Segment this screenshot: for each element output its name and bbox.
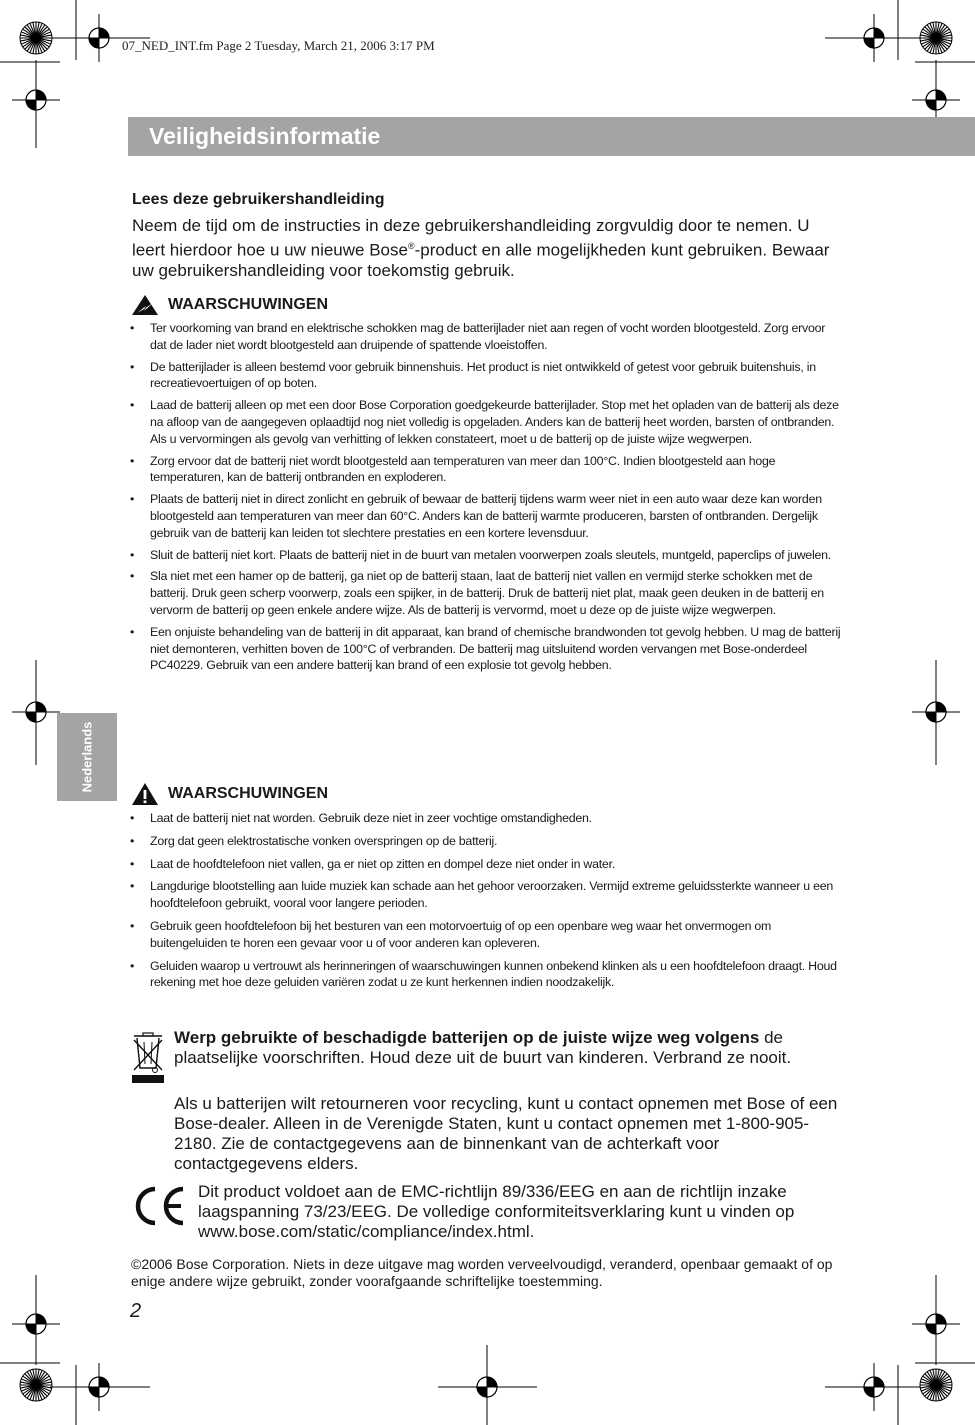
list-item [130, 320, 842, 354]
warnings-heading-1 [131, 294, 328, 316]
intro-text-before: Neem de tijd om de instructies in deze gebruikershandleiding zorgvuldig door te nemen. U leert hierdoor hoe u uw nieuwe Bose [132, 216, 810, 260]
star-mark-bottom-left [20, 1369, 52, 1401]
list-item-text: • De batterijlader is alleen bestemd voor gebruik binnenshuis. Het product is niet ontwikkeld of getest voor gebruik buitenshuis, in recreatievoertuigen of op boten. [150, 359, 816, 391]
recycling-paragraph: Als u batterijen wilt retourneren voor recycling, kunt u contact opnemen met Bose of een Bose-dealer. Alleen in de Verenigde Staten, kunt u contact opnemen met 1-800-905-2180. Zie de contactgegevens aan de binnenkant van de achterkaft voor contactgegevens elders. [174, 1094, 838, 1173]
registered-mark: ® [407, 241, 415, 251]
list-item [130, 453, 842, 487]
warnings-heading-2 [131, 782, 328, 806]
warnings-list-1 [130, 320, 842, 674]
language-side-tab [57, 713, 117, 801]
list-item [130, 624, 842, 674]
list-item [130, 833, 842, 850]
list-item-text: • Langdurige blootstelling aan luide muziek kan schade aan het gehoor veroorzaken. Vermijd extreme geluidssterkte wanneer u een hoofdtelefoon gebruikt, vooral voor langere perioden. [150, 879, 834, 911]
list-item-text: • Laad de batterij alleen op met een door Bose Corporation goedgekeurde batterijlader. Stop met het opladen van de batterij als deze na afloop van de aangegeven oplaadtijd nog niet volledig is opgeladen. Anders kan de batterij heet worden, barsten of ontbranden. Als u vervormingen als gevolg van verhitting of lekken constateert, moet u de batterij op de juiste wijze wegwerpen. [150, 398, 839, 446]
list-item-text: • Geluiden waarop u vertrouwt als herinneringen of waarschuwingen kunnen onbekend klinken als u een hoofdtelefoon draagt. Houd rekening met hoe deze geluiden variëren zodat u ze kunt herkennen indien noodzakelijk. [150, 958, 837, 990]
intro-text-after: -product en alle mogelijkheden kunt gebruiken. Bewaar uw gebruikershandleiding voor toekomstig gebruik. [132, 240, 830, 280]
ce-mark-icon [131, 1185, 187, 1227]
intro-paragraph [132, 216, 847, 281]
star-mark-top-left [20, 22, 52, 54]
list-item-text: • Ter voorkoming van brand en elektrische schokken mag de batterijlader niet aan regen of vocht worden blootgesteld. Zorg ervoor dat de lader niet wordt blootgesteld aan druipende of spattende vloeistoffen. [150, 321, 826, 352]
list-item [130, 810, 842, 827]
list-item-text: • Gebruik geen hoofdtelefoon bij het besturen van een motorvoertuig of op een openbare weg waar het onvermogen om buitengeluiden te horen een gevaar voor u of voor anderen kan opleveren. [150, 918, 772, 950]
list-item [130, 568, 842, 618]
disposal-bold-text: Werp gebruikte of beschadigde batterijen op de juiste wijze weg volgens [174, 1028, 760, 1047]
ce-compliance-paragraph: Dit product voldoet aan de EMC-richtlijn 89/336/EEG en aan de richtlijn inzake laagspanning 73/23/EEG. De volledige conformiteitsverklaring kunt u vinden op www.bose.com/static/compliance/index.html. [198, 1182, 795, 1241]
list-item-text: • Sluit de batterij niet kort. Plaats de batterij niet in de buurt van metalen voorwerpen zoals sleutels, muntgeld, paperclips of juwelen. [150, 547, 831, 562]
copyright-notice: ©2006 Bose Corporation. Niets in deze uitgave mag worden verveelvoudigd, veranderd, openbaar gemaakt of op enige andere wijze gebruikt, zonder voorafgaande schriftelijke toestemming. [131, 1256, 833, 1289]
list-item [130, 491, 842, 541]
warnings-list-2 [130, 810, 842, 991]
star-mark-bottom-right [920, 1369, 952, 1401]
disposal-rest-text: de plaatselijke voorschriften. Houd deze uit de buurt van kinderen. Verbrand ze nooit. [174, 1028, 792, 1067]
list-item-text: • Laat de batterij niet nat worden. Gebruik deze niet in zeer vochtige omstandigheden. [150, 811, 592, 825]
list-item [130, 397, 842, 447]
page-title: Veiligheidsinformatie [149, 123, 381, 149]
star-mark-top-right [920, 22, 952, 54]
list-item-text: • Zorg ervoor dat de batterij niet wordt blootgesteld aan temperaturen van meer dan 100°C. Indien blootgesteld aan hoge temperaturen, kan de batterij ontbranden en exploderen. [150, 453, 776, 485]
warnings-heading-1-text: WAARSCHUWINGEN [168, 296, 328, 313]
title-bar [128, 117, 975, 156]
file-slug: 07_NED_INT.fm Page 2 Tuesday, March 21, 2006 3:17 PM [122, 38, 435, 53]
list-item [130, 958, 842, 992]
list-item-text: • Plaats de batterij niet in direct zonlicht en gebruik of bewaar de batterij tijdens warm weer niet in een auto waar deze kan worden blootgesteld aan temperaturen van meer dan 60°C. Anders kan de batterij warmte produceren, barsten of ontbranden. Dergelijk gebruik van de batterij kan leiden tot slechtere prestaties en een kortere levensduur. [150, 492, 822, 540]
list-item [130, 856, 842, 873]
disposal-paragraph [174, 1028, 846, 1068]
exclamation-warning-icon [131, 782, 159, 806]
list-item [130, 359, 842, 393]
list-item [130, 918, 842, 952]
lightning-warning-icon [131, 294, 159, 316]
list-item-text: • Zorg dat geen elektrostatische vonken overspringen op de batterij. [150, 833, 498, 848]
list-item [130, 547, 842, 564]
list-item [130, 878, 842, 912]
list-item-text: • Sla niet met een hamer op de batterij, ga niet op de batterij staan, laat de batterij niet vallen en vermijd sterke schokken met de batterij. Druk geen scherp voorwerp, zoals een spijker, in de batterij. Druk de batterij niet plat, maak geen deuken in de batterij en vervorm de batterij op geen enkele andere wijze. Als de batterij is vervormd, moet u deze op de juiste wijze wegwerpen. [150, 569, 824, 617]
intro-heading: Lees deze gebruikershandleiding [132, 191, 385, 208]
language-label: Nederlands [79, 721, 95, 793]
page-number: 2 [130, 1300, 142, 1322]
list-item-text: • Een onjuiste behandeling van de batterij in dit apparaat, kan brand of chemische brandwonden tot gevolg hebben. U mag de batterij niet demonteren, verhitten boven de 100°C of verbranden. De batterij mag uitsluitend worden vervangen met Bose-onderdeel PC40229. Gebruik van een andere batterij kan brand of een explosie tot gevolg hebben. [150, 624, 841, 673]
warnings-heading-2-text: WAARSCHUWINGEN [168, 785, 328, 802]
crossed-bin-icon [131, 1032, 165, 1084]
list-item-text: • Laat de hoofdtelefoon niet vallen, ga er niet op zitten en dompel deze niet onder in water. [150, 856, 615, 871]
